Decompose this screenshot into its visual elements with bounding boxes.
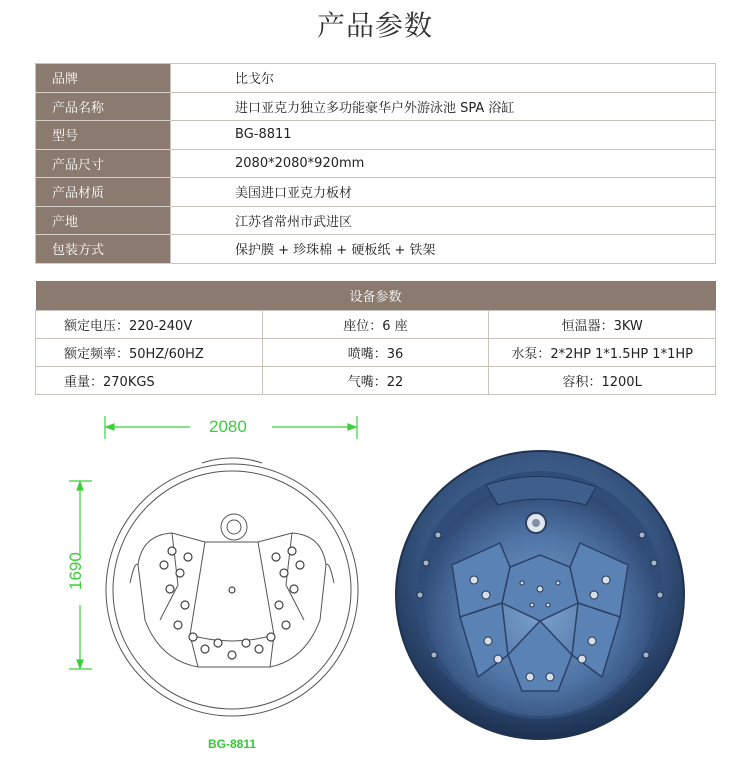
spec-row xyxy=(36,206,716,235)
equipment-cell: 座位：6 座 xyxy=(262,311,489,339)
equipment-row xyxy=(36,311,716,339)
equipment-cell: 恒温器：3KW xyxy=(489,311,716,339)
spec-label: 产品材质 xyxy=(36,178,171,207)
product-spec-table xyxy=(35,63,716,264)
spec-value: 比戈尔 xyxy=(171,64,716,93)
model-label: BG-8811 xyxy=(208,737,257,751)
spec-label: 型号 xyxy=(36,121,171,150)
equipment-cell: 重量：270KGS xyxy=(36,367,263,395)
equipment-cell: 额定电压：220-240V xyxy=(36,311,263,339)
spec-value: 2080*2080*920mm xyxy=(171,149,716,178)
spec-row xyxy=(36,92,716,121)
spec-row xyxy=(36,121,716,150)
spec-row xyxy=(36,178,716,207)
equipment-cell: 容积：1200L xyxy=(489,367,716,395)
equipment-table xyxy=(35,281,716,395)
equipment-cell: 额定频率：50HZ/60HZ xyxy=(36,339,263,367)
spec-row xyxy=(36,149,716,178)
page-title: 产品参数 xyxy=(316,9,433,42)
spec-label: 产品名称 xyxy=(36,92,171,121)
spec-value: 美国进口亚克力板材 xyxy=(171,178,716,207)
equipment-cell: 气嘴：22 xyxy=(262,367,489,395)
spec-label: 产品尺寸 xyxy=(36,149,171,178)
equipment-cell: 喷嘴：36 xyxy=(262,339,489,367)
equipment-row xyxy=(36,339,716,367)
spec-label: 品牌 xyxy=(36,64,171,93)
spec-value: 进口亚克力独立多功能豪华户外游泳池 SPA 浴缸 xyxy=(171,92,716,121)
equipment-cell: 水泵：2*2HP 1*1.5HP 1*1HP xyxy=(489,339,716,367)
width-dimension-label: 2080 xyxy=(209,417,247,436)
spec-label: 包装方式 xyxy=(36,235,171,264)
equipment-row xyxy=(36,367,716,395)
spec-row xyxy=(36,235,716,264)
height-dimension-label: 1690 xyxy=(66,552,85,590)
tub-photo xyxy=(390,445,690,745)
spec-value: 保护膜 + 珍珠棉 + 硬板纸 + 铁架 xyxy=(171,235,716,264)
equipment-header: 设备参数 xyxy=(36,281,716,311)
spec-label: 产地 xyxy=(36,206,171,235)
spec-value: BG-8811 xyxy=(171,121,716,150)
spec-row xyxy=(36,64,716,93)
spec-value: 江苏省常州市武进区 xyxy=(171,206,716,235)
tub-line-drawing xyxy=(60,405,380,745)
